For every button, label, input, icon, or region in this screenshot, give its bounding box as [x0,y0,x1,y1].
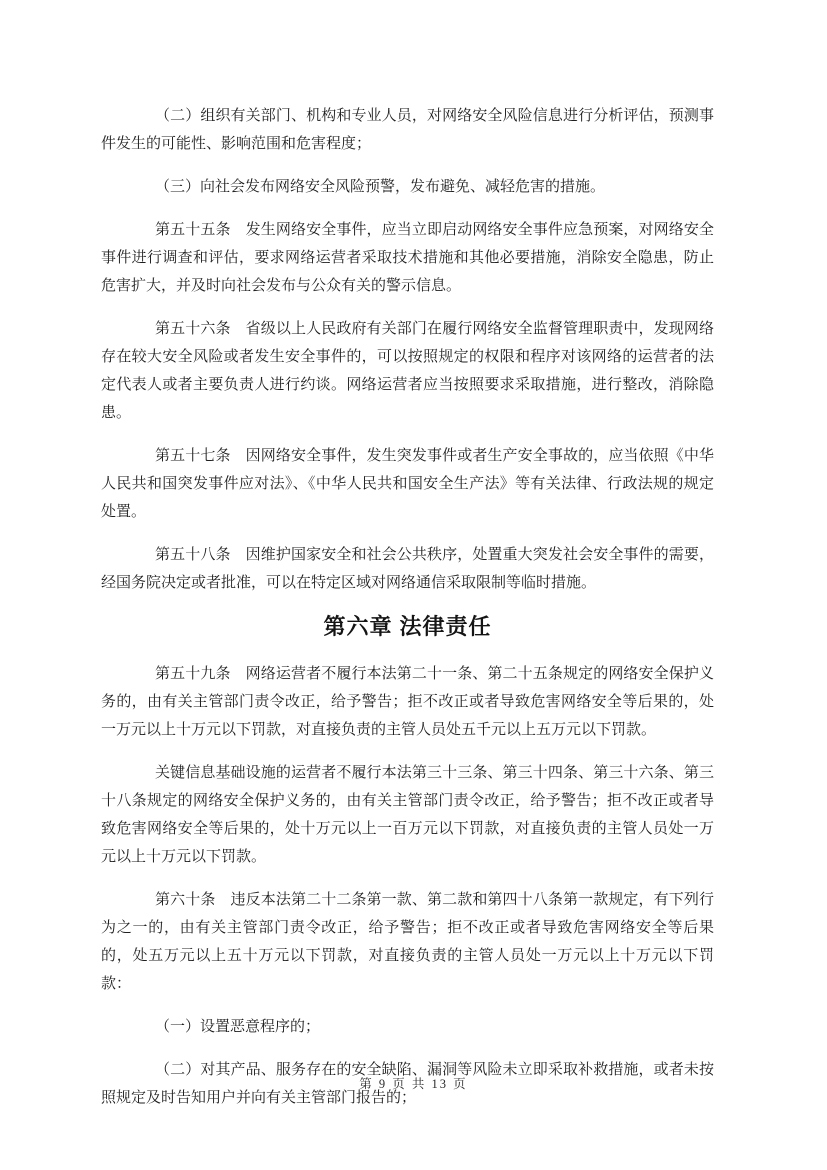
document-body [101,102,714,1127]
page-number-label: 第 9 页 共 13 页 [359,1077,468,1091]
body-paragraph: 关键信息基础设施的运营者不履行本法第三十三条、第三十四条、第三十六条、第三十八条规定的网络安全保护义务的，由有关主管部门责令改正，给予警告；拒不改正或者导致危害网络安全等后果的，处十万元以上一百万元以下罚款，对直接负责的主管人员处一万元以上十万元以下罚款。 [101,765,714,865]
body-paragraph: （三）向社会发布网络安全风险预警，发布避免、减轻危害的措施。 [155,179,606,195]
body-paragraph: 第六十条 违反本法第二十二条第一款、第二款和第四十八条第一款规定，有下列行为之一的，由有关主管部门责令改正，给予警告；拒不改正或者导致危害网络安全等后果的，处五万元以上五十万元以下罚款，对直接负责的主管人员处一万元以上十万元以下罚款： [101,892,714,992]
body-paragraph: 第五十八条 因维护国家安全和社会公共秩序，处置重大突发社会安全事件的需要，经国务院决定或者批准，可以在特定区域对网络通信采取限制等临时措施。 [101,547,714,591]
body-paragraph: （二）组织有关部门、机构和专业人员，对网络安全风险信息进行分析评估，预测事件发生的可能性、影响范围和危害程度； [101,108,714,152]
body-paragraph: （一）设置恶意程序的； [155,1019,321,1035]
page-footer [0,1076,827,1092]
body-paragraph: 第五十九条 网络运营者不履行本法第二十一条、第二十五条规定的网络安全保护义务的，由有关主管部门责令改正，给予警告；拒不改正或者导致危害网络安全等后果的，处一万元以上十万元以下罚款，对直接负责的主管人员处五千元以上五万元以下罚款。 [101,666,714,738]
body-paragraph: （二）对其产品、服务存在的安全缺陷、漏洞等风险未立即采取补救措施，或者未按照规定及时告知用户并向有关主管部门报告的； [101,1062,714,1106]
body-paragraph: 第五十六条 省级以上人民政府有关部门在履行网络安全监督管理职责中，发现网络存在较大安全风险或者发生安全事件的，可以按照规定的权限和程序对该网络的运营者的法定代表人或者主要负责人进行约谈。网络运营者应当按照要求采取措施，进行整改，消除隐患。 [101,321,714,421]
chapter-heading: 第六章 法律责任 [323,614,492,639]
body-paragraph: 第五十五条 发生网络安全事件，应当立即启动网络安全事件应急预案，对网络安全事件进行调查和评估，要求网络运营者采取技术措施和其他必要措施，消除安全隐患，防止危害扩大，并及时向社会发布与公众有关的警示信息。 [101,222,714,294]
body-paragraph: 第五十七条 因网络安全事件，发生突发事件或者生产安全事故的，应当依照《中华人民共和国突发事件应对法》、《中华人民共和国安全生产法》等有关法律、行政法规的规定处置。 [101,448,714,520]
